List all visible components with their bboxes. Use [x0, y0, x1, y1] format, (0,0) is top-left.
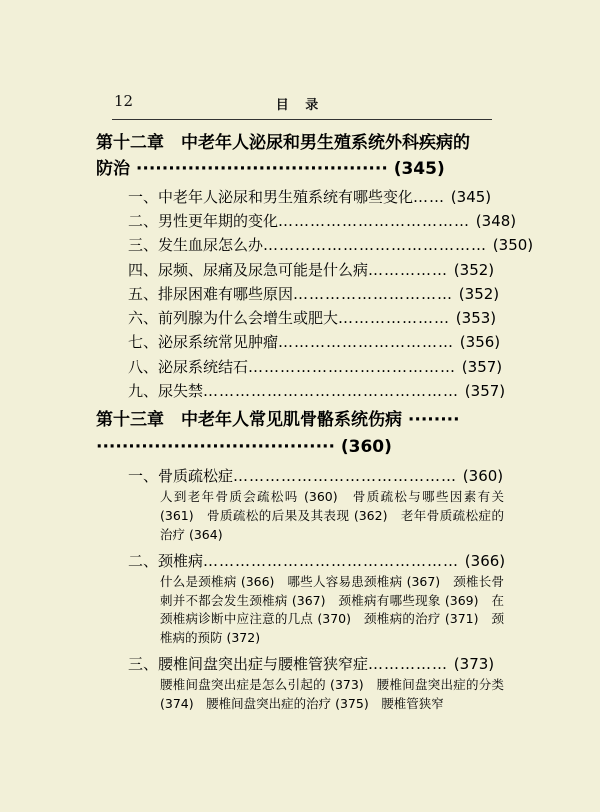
entry-dots: ……: [413, 187, 451, 206]
entry-title: 二、颈椎病: [128, 551, 204, 570]
entry-dots: ………………………………: [278, 211, 476, 230]
running-head-title: 目 录: [275, 98, 325, 113]
toc-entry[interactable]: [0, 258, 600, 282]
toc-entry[interactable]: [0, 549, 600, 573]
entry-page: (366): [464, 551, 506, 570]
toc-entry[interactable]: [0, 330, 600, 354]
chapter-heading-13-line2: ····································· (360): [96, 436, 392, 457]
entry-title: 二、男性更年期的变化: [128, 211, 279, 230]
toc-entry[interactable]: [0, 379, 600, 403]
entry-page: (356): [459, 333, 501, 352]
entry-dots: …………………: [338, 309, 456, 328]
toc-entry[interactable]: [0, 464, 600, 488]
entry-page: (357): [461, 357, 503, 376]
entry-dots: …………………………: [293, 284, 459, 303]
entry-dots: …………………………………: [248, 357, 462, 376]
entry-dots: …………………………………………: [203, 551, 465, 570]
entry-page: (357): [464, 382, 506, 401]
entry-title: 三、腰椎间盘突出症与腰椎管狭窄症: [128, 654, 369, 673]
entry-title: 九、尿失禁: [128, 382, 204, 401]
chapter-heading-13[interactable]: [0, 407, 600, 460]
toc-entry[interactable]: [0, 355, 600, 379]
entry-dots: ……………………………: [278, 333, 460, 352]
toc-entry[interactable]: [0, 282, 600, 306]
entry-dots: ……………………………………: [263, 236, 493, 255]
chapter-heading-12-line1: 第十二章 中老年人泌尿和男生殖系统外科疾病的: [96, 133, 470, 153]
entry-title: 七、泌尿系统常见肿瘤: [128, 333, 279, 352]
toc-entry[interactable]: [0, 185, 600, 209]
entry-title: 六、前列腺为什么会增生或肥大: [128, 309, 339, 328]
toc-subentries[interactable]: 什么是颈椎病 (366) 哪些人容易患颈椎病 (367) 颈椎长骨刺并不都会发生颈椎病 (367) 颈椎病有哪些现象 (369) 在颈椎病诊断中应注意的几点 (370) 颈椎病的治疗 (371) 颈椎病的预防 (372): [160, 573, 504, 646]
entry-title: 五、排尿困难有哪些原因: [128, 284, 294, 303]
toc-entry[interactable]: [0, 306, 600, 330]
entry-dots: ……………: [368, 260, 454, 279]
page-number: 12: [114, 92, 134, 110]
chapter-heading-12-line2: 防治 ······································· (345): [96, 159, 445, 180]
entry-page: (352): [453, 260, 495, 279]
entry-title: 三、发生血尿怎么办: [128, 236, 264, 255]
entry-title: 八、泌尿系统结石: [128, 357, 249, 376]
page-header: [0, 92, 600, 120]
toc-entry[interactable]: [0, 652, 600, 676]
toc-content: [0, 130, 600, 714]
chapter-heading-13-line1: 第十三章 中老年人常见肌骨骼系统伤病 ········: [96, 410, 460, 431]
entry-dots: ……………………………………: [233, 467, 463, 486]
header-rule: [112, 119, 492, 120]
entry-page: (350): [492, 236, 534, 255]
entry-page: (352): [458, 284, 500, 303]
toc-entry[interactable]: [0, 209, 600, 233]
entry-page: (348): [475, 211, 517, 230]
entry-page: (345): [450, 187, 492, 206]
toc-subentries[interactable]: 人到老年骨质会疏松吗 (360) 骨质疏松与哪些因素有关 (361) 骨质疏松的后果及其表现 (362) 老年骨质疏松症的治疗 (364): [160, 489, 504, 542]
entry-page: (353): [455, 309, 497, 328]
entry-page: (360): [462, 467, 504, 486]
entry-page: (373): [453, 654, 495, 673]
chapter-heading-12[interactable]: [0, 130, 600, 183]
toc-entry[interactable]: [0, 233, 600, 257]
entry-title: 四、尿频、尿痛及尿急可能是什么病: [128, 260, 369, 279]
entry-title: 一、中老年人泌尿和男生殖系统有哪些变化: [128, 187, 414, 206]
toc-subentries[interactable]: 腰椎间盘突出症是怎么引起的 (373) 腰椎间盘突出症的分类 (374) 腰椎间盘突出症的治疗 (375) 腰椎管狭窄: [160, 677, 504, 711]
entry-dots: ……………: [368, 654, 454, 673]
entry-title: 一、骨质疏松症: [128, 467, 234, 486]
entry-dots: …………………………………………: [203, 382, 465, 401]
